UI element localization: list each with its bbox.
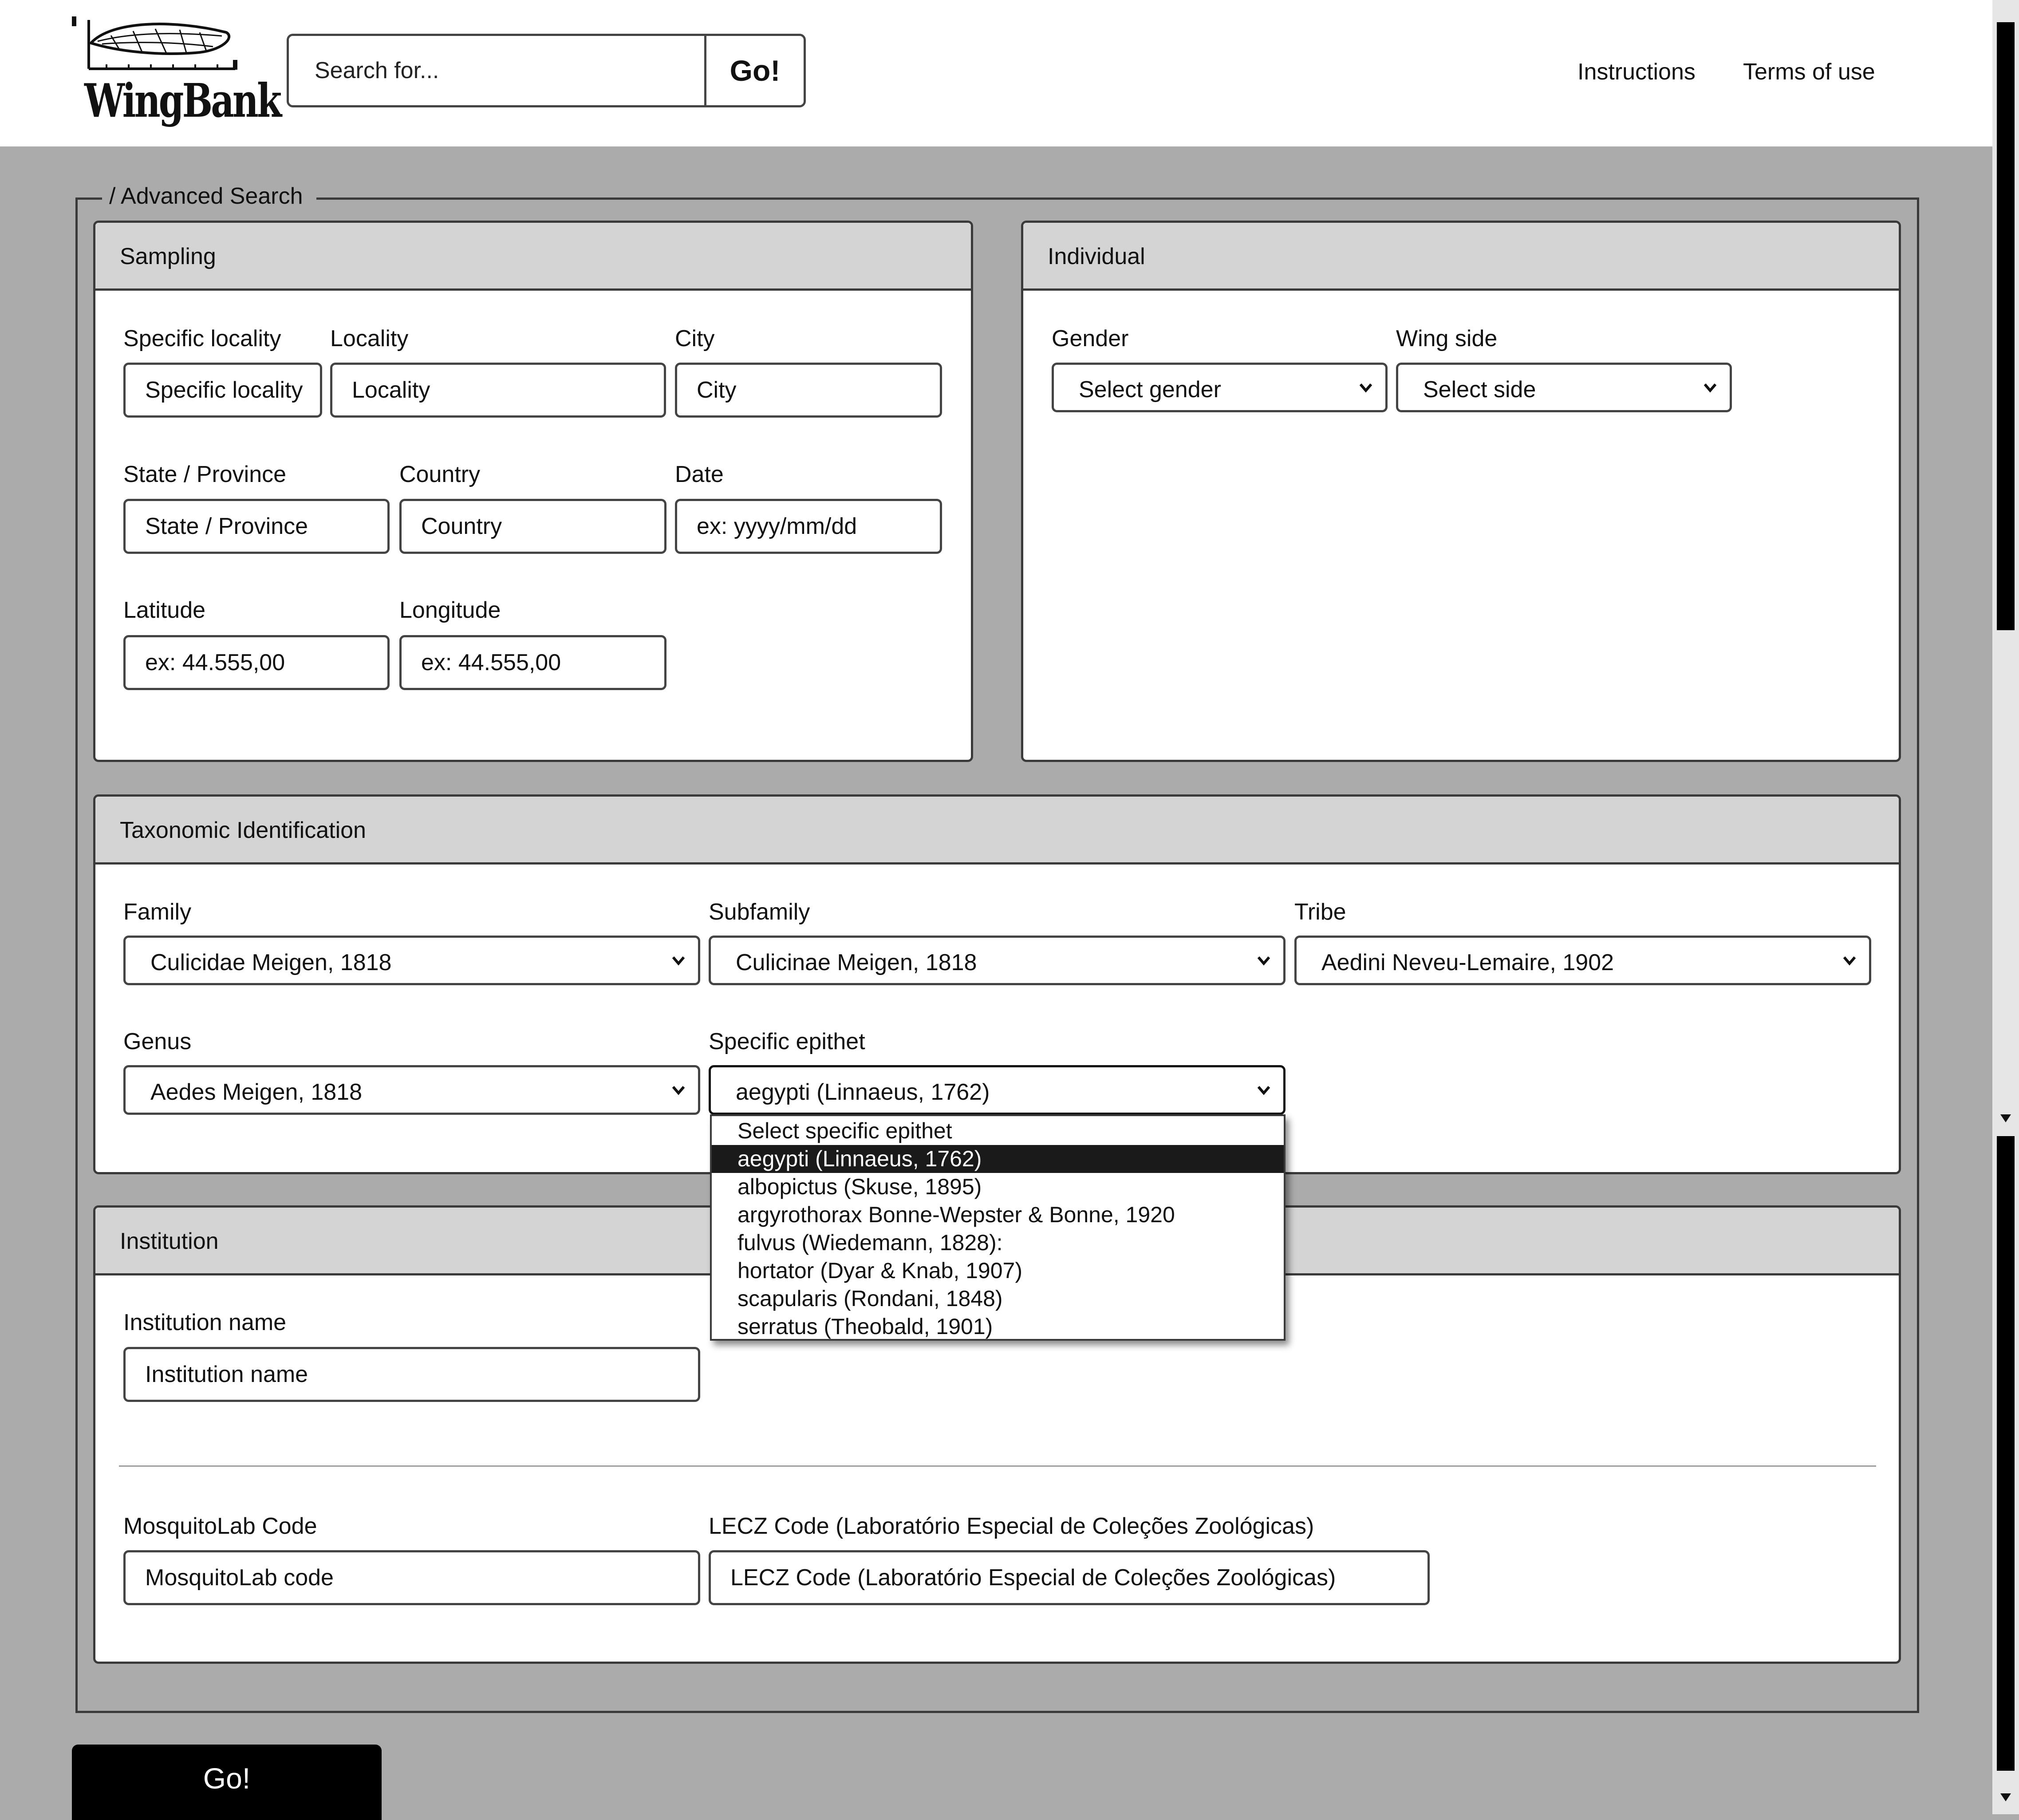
subfamily-label: Subfamily bbox=[709, 899, 810, 925]
gender-label: Gender bbox=[1052, 326, 1129, 351]
specific-epithet-dropdown bbox=[710, 1114, 1286, 1341]
longitude-label: Longitude bbox=[399, 597, 501, 623]
dropdown-option[interactable]: argyrothorax Bonne-Wepster & Bonne, 1920 bbox=[737, 1202, 1175, 1227]
dropdown-option[interactable]: fulvus (Wiedemann, 1828): bbox=[737, 1230, 1003, 1255]
tribe-select-value: Aedini Neveu-Lemaire, 1902 bbox=[1321, 950, 1614, 975]
institution-name-label: Institution name bbox=[123, 1310, 287, 1335]
lecz-code-input[interactable] bbox=[709, 1550, 1430, 1605]
taxonomic-panel-header bbox=[95, 797, 1899, 865]
advanced-search-go-button[interactable]: Go! bbox=[72, 1745, 382, 1820]
logo-text: WingBank bbox=[84, 73, 280, 128]
genus-select[interactable] bbox=[123, 1065, 700, 1115]
chevron-down-icon bbox=[1842, 954, 1857, 967]
latitude-input[interactable] bbox=[123, 635, 390, 690]
genus-label: Genus bbox=[123, 1029, 192, 1054]
country-label: Country bbox=[399, 462, 481, 487]
subfamily-select[interactable] bbox=[709, 936, 1286, 985]
institution-divider bbox=[119, 1465, 1876, 1467]
sampling-panel-header bbox=[95, 223, 971, 291]
search-box bbox=[287, 34, 806, 107]
dropdown-option[interactable]: albopictus (Skuse, 1895) bbox=[737, 1174, 982, 1199]
dropdown-option[interactable]: serratus (Theobald, 1901) bbox=[737, 1314, 993, 1339]
tribe-select[interactable] bbox=[1294, 936, 1871, 985]
state-label: State / Province bbox=[123, 462, 287, 487]
city-input[interactable] bbox=[675, 363, 942, 418]
nav-terms-of-use[interactable]: Terms of use bbox=[1743, 59, 1875, 85]
dropdown-option[interactable]: scapularis (Rondani, 1848) bbox=[737, 1286, 1003, 1311]
state-input[interactable] bbox=[123, 499, 390, 554]
individual-title: Individual bbox=[1048, 244, 1145, 269]
family-label: Family bbox=[123, 899, 192, 925]
mosquitolab-code-input[interactable] bbox=[123, 1550, 700, 1605]
specific-epithet-select-value: aegypti (Linnaeus, 1762) bbox=[736, 1079, 990, 1105]
locality-label: Locality bbox=[330, 326, 409, 351]
individual-panel bbox=[1021, 221, 1901, 762]
chevron-down-icon bbox=[1702, 381, 1718, 394]
sampling-title: Sampling bbox=[120, 244, 216, 269]
chevron-down-icon bbox=[1256, 954, 1272, 967]
page-scrollbar[interactable] bbox=[1992, 0, 2019, 1814]
chevron-down-icon bbox=[1256, 1083, 1272, 1097]
locality-input[interactable] bbox=[330, 363, 666, 418]
institution-title: Institution bbox=[120, 1228, 219, 1254]
site-header bbox=[0, 0, 1992, 146]
tribe-label: Tribe bbox=[1294, 899, 1346, 925]
taxonomic-title: Taxonomic Identification bbox=[120, 817, 366, 843]
city-label: City bbox=[675, 326, 715, 351]
family-select-value: Culicidae Meigen, 1818 bbox=[150, 950, 392, 975]
wing-side-label: Wing side bbox=[1396, 326, 1498, 351]
scrollbar-lower-thumb[interactable] bbox=[1997, 1136, 2015, 1771]
chevron-down-icon bbox=[1358, 381, 1374, 394]
scroll-down-arrow-icon[interactable] bbox=[1999, 1791, 2013, 1804]
gender-select-value: Select gender bbox=[1079, 377, 1221, 403]
specific-epithet-select[interactable] bbox=[709, 1065, 1286, 1115]
subfamily-select-value: Culicinae Meigen, 1818 bbox=[736, 950, 977, 975]
specific-locality-input[interactable] bbox=[123, 363, 322, 418]
wing-logo-icon bbox=[71, 16, 240, 73]
chevron-down-icon bbox=[670, 1083, 686, 1097]
search-go-button[interactable]: Go! bbox=[704, 36, 804, 105]
gender-select[interactable] bbox=[1052, 363, 1388, 412]
search-input[interactable] bbox=[289, 36, 730, 105]
specific-locality-label: Specific locality bbox=[123, 326, 281, 351]
wing-side-select[interactable] bbox=[1396, 363, 1732, 412]
specific-epithet-label: Specific epithet bbox=[709, 1029, 865, 1054]
individual-panel-header bbox=[1023, 223, 1899, 291]
family-select[interactable] bbox=[123, 936, 700, 985]
wing-side-select-value: Select side bbox=[1423, 377, 1536, 403]
nav-instructions[interactable]: Instructions bbox=[1577, 59, 1696, 85]
dropdown-option[interactable]: hortator (Dyar & Knab, 1907) bbox=[737, 1258, 1022, 1283]
dropdown-option[interactable]: Select specific epithet bbox=[737, 1118, 952, 1143]
mosquitolab-code-label: MosquitoLab Code bbox=[123, 1513, 317, 1539]
country-input[interactable] bbox=[399, 499, 666, 554]
chevron-down-icon bbox=[670, 954, 686, 967]
scrollbar-thumb[interactable] bbox=[1997, 22, 2015, 630]
latitude-label: Latitude bbox=[123, 597, 206, 623]
scroll-down-arrow-icon[interactable] bbox=[1999, 1112, 2013, 1125]
date-label: Date bbox=[675, 462, 724, 487]
longitude-input[interactable] bbox=[399, 635, 666, 690]
advanced-search-legend: / Advanced Search bbox=[102, 183, 316, 209]
dropdown-option-selected[interactable]: aegypti (Linnaeus, 1762) bbox=[712, 1145, 1284, 1173]
institution-name-input[interactable] bbox=[123, 1347, 700, 1402]
lecz-code-label: LECZ Code (Laboratório Especial de Coleções Zoológicas) bbox=[709, 1513, 1314, 1539]
genus-select-value: Aedes Meigen, 1818 bbox=[150, 1079, 363, 1105]
wingbank-logo[interactable] bbox=[71, 16, 280, 131]
date-input[interactable] bbox=[675, 499, 942, 554]
